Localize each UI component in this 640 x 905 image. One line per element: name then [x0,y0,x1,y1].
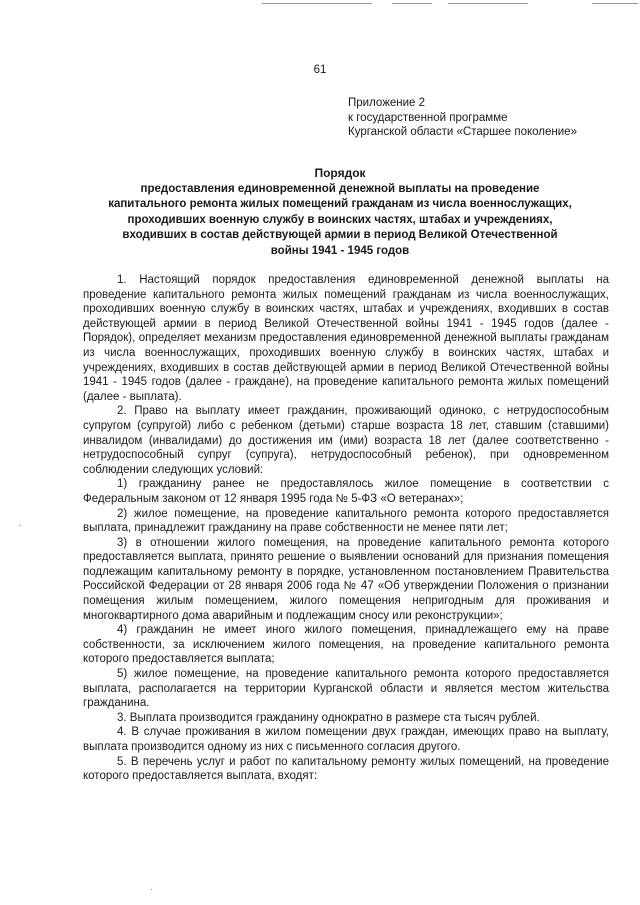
document-body [83,273,609,784]
paragraph: 3. Выплата производится гражданину однократно в размере ста тысяч рублей. [117,711,540,724]
appendix-line: Приложение 2 [348,97,426,109]
appendix-line: к государственной программе [348,111,508,124]
page-number: 61 [313,64,327,76]
title-line: капитального ремонта жилых помещений гражданам из числа военнослужащих, [108,198,572,210]
paragraph: 5. В перечень услуг и работ по капитальному ремонту жилых помещений, на проведение которого предоставляется выплата, входят: [83,755,609,783]
title-main: Порядок [314,166,366,180]
scan-artifact-line [448,3,528,4]
paragraph: 1. Настоящий порядок предоставления единовременной денежной выплаты на проведение капитального ремонта жилых помещений гражданам из числа военнослужащих, проходивших военную службу в воинских частях, штабах и учреждениях, входивших в состав действующей армии в период Великой Отечественной войны 1941 - 1945 годов (далее - Порядок), определяет механизм предоставления единовременной денежной выплаты гражданам из числа военнослужащих, проходивших военную службу в воинских частях, штабах и учреждениях, входивших в состав действующей армии в период Великой Отечественной войны 1941 - 1945 годов (далее - граждане), на проведение капитального ремонта жилых помещений (далее - выплата). [83,274,609,403]
title-line: проходивших военную службу в воинских частях, штабах и учреждениях, [127,213,553,226]
title-line: входивших в состав действующей армии в период Великой Отечественной [122,229,558,241]
scan-artifact-line [392,3,432,4]
scan-artifact-line [262,3,372,4]
title-line: предоставления единовременной денежной выплаты на проведение [140,182,540,195]
scan-artifact-line [592,3,638,4]
scan-margin-mark: · [150,884,154,895]
paragraph: 2) жилое помещение, на проведение капитального ремонта которого предоставляется выплата, принадлежит гражданину на праве собственности не менее пяти лет; [83,507,609,535]
paragraph: 2. Право на выплату имеет гражданин, проживающий одиноко, с нетрудоспособным супругом (супругой) либо с ребенком (детьми) старше возраста 18 лет, ставшим (ставшими) инвалидом (инвалидами) до достижения им (ими) возраста 18 лет (далее соответственно - нетрудоспособный супруг (супруга), нетрудоспособный ребенок), при одновременном соблюдении следующих условий: [83,405,609,476]
paragraph: 3) в отношении жилого помещения, на проведение капитального ремонта которого предоставляется выплата, принято решение о выявлении оснований для признания помещения подлежащим капитальному ремонту в порядке, установленном постановлением Правительства Российской Федерации от 28 января 2006 года № 47 «Об утверждении Положения о признании помещения жилым помещением, жилого помещения непригодным для проживания и многоквартирного дома аварийным и подлежащим сносу или реконструкции»; [83,536,609,622]
document-title [60,166,620,259]
paragraph: 4) гражданин не имеет иного жилого помещения, принадлежащего ему на праве собственности, за исключением жилого помещения, на проведение капитального ремонта которого предоставляется выплата; [83,624,609,666]
paragraph: 5) жилое помещение, на проведение капитального ремонта которого предоставляется выплата, располагается на территории Курганской области и является местом жительства гражданина. [83,668,609,710]
title-line: войны 1941 - 1945 годов [270,244,410,257]
paragraph: 4. В случае проживания в жилом помещении двух граждан, имеющих право на выплату, выплата производится одному из них с письменного согласия другого. [83,726,609,753]
paragraph: 1) гражданину ранее не предоставлялось жилое помещение в соответствии с Федеральным законом от 12 января 1995 года № 5-ФЗ «О ветеранах»; [83,478,609,505]
scan-margin-mark: · [18,520,22,531]
appendix-header [348,96,633,140]
appendix-line: Курганской области «Старшее поколение» [348,126,577,138]
